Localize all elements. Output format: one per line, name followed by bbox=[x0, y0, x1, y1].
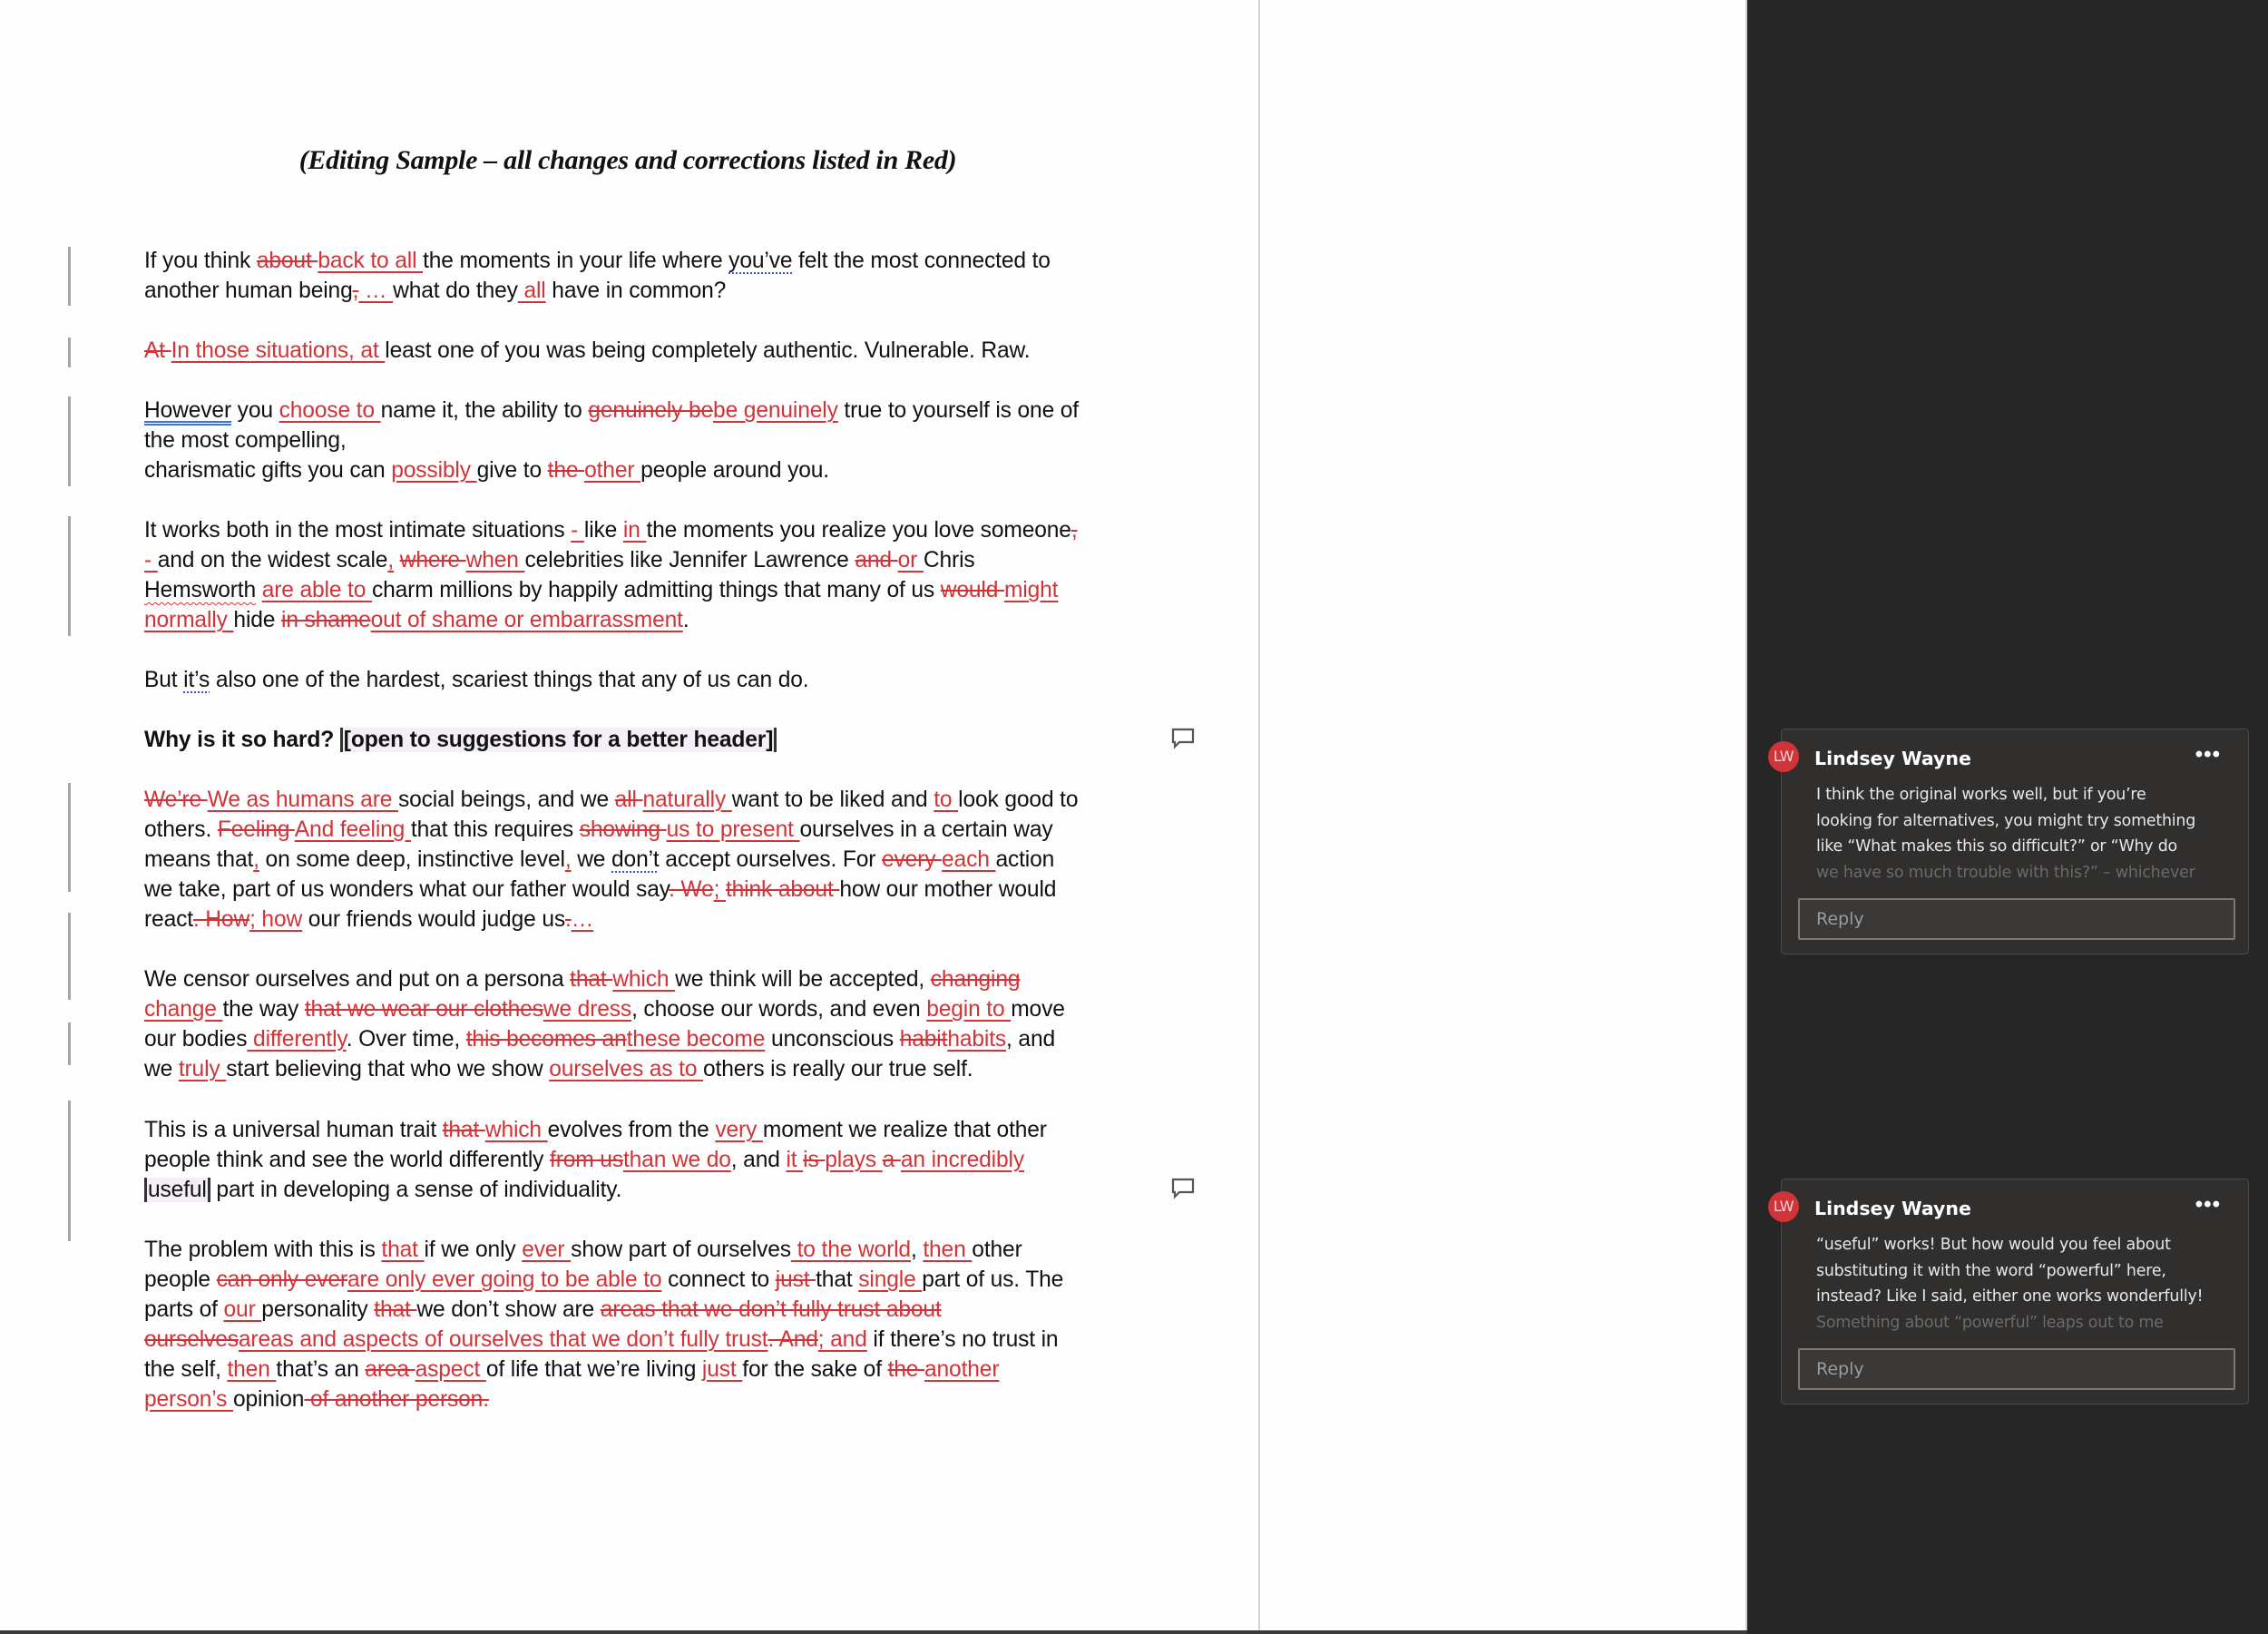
insertion: these become bbox=[626, 1027, 766, 1052]
text-run: also one of the hardest, scariest things that any of us can do. bbox=[210, 668, 809, 692]
deletion: is bbox=[803, 1148, 826, 1172]
insertion: each bbox=[942, 847, 996, 872]
insertion: be genuinely bbox=[713, 398, 838, 423]
insertion: it bbox=[786, 1148, 804, 1172]
text-run: But bbox=[144, 668, 184, 692]
insertion: other bbox=[584, 458, 641, 483]
change-bar bbox=[68, 1101, 71, 1241]
text-run: unconscious bbox=[765, 1027, 900, 1052]
insertion: then bbox=[227, 1357, 277, 1382]
insertion: , bbox=[387, 548, 395, 572]
text-run: celebrities like Jennifer Lawrence bbox=[524, 548, 855, 572]
text-line bbox=[144, 785, 1124, 815]
insertion: choose to bbox=[279, 398, 381, 423]
comment-line-truncated: we have so much trouble with this?” – whichever bbox=[1816, 863, 2195, 882]
text-run: we bbox=[571, 847, 612, 872]
deletion: that bbox=[374, 1297, 417, 1322]
text-line bbox=[144, 396, 1124, 426]
clarity-suggestion: However bbox=[144, 398, 231, 423]
text-run: react bbox=[144, 907, 193, 932]
text-run: what do they bbox=[393, 279, 518, 303]
text-run: social beings, and we bbox=[397, 788, 615, 812]
text-run: we bbox=[144, 1057, 179, 1081]
text-run: that this requires bbox=[410, 817, 580, 842]
text-line bbox=[144, 1145, 1124, 1175]
text-run: start believing that who we show bbox=[226, 1057, 550, 1081]
reply-input[interactable]: Reply bbox=[1798, 898, 2235, 940]
text-run: if there’s no trust in bbox=[866, 1327, 1059, 1352]
comment-text bbox=[1816, 1232, 2226, 1332]
text-line bbox=[144, 515, 1124, 545]
insertion: which bbox=[612, 967, 676, 992]
text-run bbox=[256, 578, 262, 602]
insertion: - bbox=[571, 518, 584, 543]
insertion: ever bbox=[522, 1238, 572, 1262]
text-run: give to bbox=[476, 458, 548, 483]
text-line bbox=[144, 994, 1124, 1024]
change-bar bbox=[68, 913, 71, 1000]
insertion: might bbox=[1003, 578, 1059, 602]
text-run: It works both in the most intimate situations bbox=[144, 518, 572, 543]
text-line bbox=[144, 1295, 1124, 1325]
change-bar bbox=[68, 783, 71, 892]
paragraph[interactable] bbox=[144, 336, 1124, 366]
text-line bbox=[144, 815, 1124, 845]
insertion: aspect bbox=[415, 1357, 486, 1382]
text-run: we don’t show are bbox=[416, 1297, 601, 1322]
insertion: possibly bbox=[391, 458, 477, 483]
paragraph[interactable] bbox=[144, 964, 1124, 1084]
text-line bbox=[144, 1384, 1124, 1414]
insertion: normally bbox=[144, 608, 234, 632]
deletion: that bbox=[570, 967, 613, 992]
text-run: for the sake of bbox=[742, 1357, 888, 1382]
deletion: areas that we don’t fully trust about bbox=[600, 1297, 942, 1322]
deletion: habit bbox=[899, 1027, 948, 1052]
text-line bbox=[144, 276, 1124, 306]
text-run: felt the most connected to bbox=[792, 249, 1051, 273]
insertion: then bbox=[923, 1238, 973, 1262]
comment-card[interactable] bbox=[1773, 1179, 2249, 1404]
insertion: ; how bbox=[249, 907, 303, 932]
insertion: that bbox=[381, 1238, 425, 1262]
text-run: that’s an bbox=[276, 1357, 366, 1382]
text-run: action bbox=[995, 847, 1055, 872]
text-run: if we only bbox=[424, 1238, 523, 1262]
text-run: our bodies bbox=[144, 1027, 248, 1052]
text-run: like bbox=[583, 518, 623, 543]
text-run: . Over time, bbox=[346, 1027, 466, 1052]
comment-line-truncated: Something about “powerful” leaps out to me bbox=[1816, 1313, 2164, 1332]
text-run: the way bbox=[222, 997, 305, 1022]
insertion: an incredibly bbox=[900, 1148, 1024, 1172]
deletion: from us bbox=[550, 1148, 623, 1172]
insertion: , bbox=[564, 847, 572, 872]
deletion: area bbox=[365, 1357, 415, 1382]
insertion: … bbox=[571, 907, 594, 932]
text-run: others. bbox=[144, 817, 218, 842]
text-line bbox=[144, 1235, 1124, 1265]
text-line bbox=[144, 875, 1124, 905]
deletion: a bbox=[882, 1148, 901, 1172]
text-run: means that bbox=[144, 847, 254, 872]
insertion: And feeling bbox=[294, 817, 411, 842]
text-run: other bbox=[972, 1238, 1022, 1262]
text-run: Chris bbox=[923, 548, 975, 572]
text-run: move bbox=[1011, 997, 1065, 1022]
deletion: At bbox=[144, 338, 171, 363]
deletion: . We bbox=[669, 877, 714, 902]
insertion: to the world bbox=[790, 1238, 911, 1262]
insertion: just bbox=[701, 1357, 743, 1382]
deletion: in shame bbox=[281, 608, 371, 632]
text-run: This is a universal human trait bbox=[144, 1118, 443, 1142]
text-run: our friends would judge us bbox=[302, 907, 565, 932]
paragraph[interactable] bbox=[144, 785, 1124, 934]
insertion: ; bbox=[713, 877, 726, 902]
text-line bbox=[144, 545, 1124, 575]
text-line bbox=[144, 605, 1124, 635]
deletion: We’re bbox=[144, 788, 208, 812]
deletion: the bbox=[547, 458, 585, 483]
page-divider bbox=[1258, 0, 1260, 1630]
change-bar bbox=[68, 247, 71, 306]
text-run: charm millions by happily admitting things that many of us bbox=[371, 578, 941, 602]
selected-comment-anchor[interactable]: useful bbox=[144, 1178, 210, 1202]
change-bar bbox=[68, 516, 71, 636]
paragraph[interactable] bbox=[144, 396, 1124, 485]
insertion: ; and bbox=[817, 1327, 867, 1352]
text-run: true to yourself is one of bbox=[837, 398, 1079, 423]
deletion: Feeling bbox=[217, 817, 295, 842]
insertion: us to present bbox=[666, 817, 800, 842]
text-run: want to be liked and bbox=[731, 788, 934, 812]
text-line bbox=[144, 1054, 1124, 1084]
more-options-button[interactable]: ••• bbox=[2195, 742, 2221, 767]
deletion: can only ever bbox=[216, 1267, 347, 1292]
insertion: than we do bbox=[622, 1148, 731, 1172]
text-line bbox=[144, 665, 1124, 695]
deletion: all bbox=[614, 788, 643, 812]
text-run: hide bbox=[233, 608, 282, 632]
insertion: or bbox=[897, 548, 924, 572]
insertion: in bbox=[622, 518, 647, 543]
text-line bbox=[144, 905, 1124, 934]
change-bar bbox=[68, 1022, 71, 1065]
insertion: very bbox=[715, 1118, 763, 1142]
comment-line: looking for alternatives, you might try something bbox=[1816, 811, 2196, 830]
insertion: habits bbox=[947, 1027, 1007, 1052]
comment-line: like “What makes this so difficult?” or “Why do bbox=[1816, 837, 2177, 856]
text-run: that bbox=[816, 1267, 859, 1292]
text-line bbox=[144, 725, 1124, 755]
text-line bbox=[144, 455, 1124, 485]
text-run: people bbox=[144, 1267, 217, 1292]
section-heading[interactable] bbox=[144, 725, 1124, 755]
text-run: part in developing a sense of individuality. bbox=[210, 1178, 622, 1202]
insertion: single bbox=[858, 1267, 923, 1292]
deletion: every bbox=[881, 847, 943, 872]
deletion: genuinely be bbox=[588, 398, 714, 423]
insertion: all bbox=[517, 279, 546, 303]
text-run: show part of ourselves bbox=[571, 1238, 791, 1262]
comment-bubble-icon[interactable] bbox=[1171, 728, 1195, 749]
insertion: … bbox=[358, 279, 394, 303]
deletion: the bbox=[887, 1357, 924, 1382]
text-run: another human being bbox=[144, 279, 353, 303]
text-run: connect to bbox=[661, 1267, 776, 1292]
text-line bbox=[144, 336, 1124, 366]
more-options-button[interactable]: ••• bbox=[2195, 1192, 2221, 1217]
insertion: change bbox=[144, 997, 223, 1022]
deletion: changing bbox=[930, 967, 1021, 992]
text-run: on some deep, instinctive level bbox=[259, 847, 565, 872]
document-title: (Editing Sample – all changes and corrections listed in Red) bbox=[298, 145, 957, 175]
deletion: that we wear our clothes bbox=[304, 997, 543, 1022]
avatar: LW bbox=[1768, 1191, 1799, 1222]
insertion: to bbox=[934, 788, 959, 812]
change-bar bbox=[68, 338, 71, 367]
comment-author: Lindsey Wayne bbox=[1814, 1198, 1971, 1219]
deletion: where bbox=[399, 548, 466, 572]
comment-bubble-icon[interactable] bbox=[1171, 1178, 1195, 1199]
paragraph[interactable] bbox=[144, 1235, 1124, 1414]
deletion: showing bbox=[579, 817, 667, 842]
text-line bbox=[144, 1024, 1124, 1054]
insertion: naturally bbox=[642, 788, 732, 812]
comment-line: I think the original works well, but if you’re bbox=[1816, 786, 2146, 804]
insertion: back to all bbox=[318, 249, 424, 273]
text-run: look good to bbox=[958, 788, 1079, 812]
insertion: another bbox=[924, 1357, 1000, 1382]
text-run bbox=[394, 548, 400, 572]
text-run: of life that we’re living bbox=[485, 1357, 702, 1382]
comment-line: “useful” works! But how would you feel about bbox=[1816, 1236, 2171, 1254]
comment-card[interactable] bbox=[1773, 729, 2249, 954]
text-line bbox=[144, 845, 1124, 875]
text-run: have in common? bbox=[545, 279, 727, 303]
text-run: we take, part of us wonders what our father would say bbox=[144, 877, 670, 902]
insertion: which bbox=[484, 1118, 548, 1142]
deletion: , bbox=[352, 279, 359, 303]
deletion: . And bbox=[767, 1327, 818, 1352]
insertion: , bbox=[253, 847, 259, 872]
text-run: Why is it so hard? bbox=[144, 728, 340, 752]
deletion: ourselves bbox=[144, 1327, 239, 1352]
deletion: . How bbox=[192, 907, 250, 932]
text-run: how our mother would bbox=[839, 877, 1057, 902]
insertion: person’s bbox=[144, 1387, 233, 1412]
paragraph[interactable] bbox=[144, 515, 1124, 635]
text-run: others is really our true self. bbox=[703, 1057, 973, 1081]
text-line bbox=[144, 246, 1124, 276]
text-run: name it, the ability to bbox=[380, 398, 589, 423]
text-run: evolves from the bbox=[547, 1118, 716, 1142]
deletion: would bbox=[940, 578, 1004, 602]
insertion: truly bbox=[178, 1057, 227, 1081]
text-run: part of us. The bbox=[922, 1267, 1064, 1292]
insertion: differently bbox=[247, 1027, 347, 1052]
insertion: In those situations, at bbox=[171, 338, 386, 363]
insertion: We as humans are bbox=[207, 788, 398, 812]
paragraph[interactable] bbox=[144, 246, 1124, 306]
bottom-edge bbox=[0, 1630, 1747, 1634]
comment-line: instead? Like I said, either one works wonderfully! bbox=[1816, 1287, 2204, 1306]
text-line bbox=[144, 1115, 1124, 1145]
text-run: the self, bbox=[144, 1357, 228, 1382]
insertion: areas and aspects of ourselves that we don’t fully trust bbox=[238, 1327, 768, 1352]
text-run: parts of bbox=[144, 1297, 224, 1322]
insertion: begin to bbox=[926, 997, 1012, 1022]
text-run: , and bbox=[730, 1148, 787, 1172]
text-run: moment we realize that other bbox=[762, 1118, 1047, 1142]
change-bar bbox=[68, 396, 71, 486]
deletion: , bbox=[1070, 518, 1078, 543]
text-run: we think will be accepted, bbox=[675, 967, 931, 992]
insertion: we dress bbox=[543, 997, 632, 1022]
avatar: LW bbox=[1768, 741, 1799, 772]
comment-line: substituting it with the word “powerful” here, bbox=[1816, 1261, 2166, 1280]
paragraph[interactable] bbox=[144, 1115, 1124, 1205]
deletion: this becomes an bbox=[465, 1027, 627, 1052]
text-line bbox=[144, 1355, 1124, 1384]
text-run: accept ourselves. For bbox=[659, 847, 882, 872]
comment-author: Lindsey Wayne bbox=[1814, 748, 1971, 769]
text-line bbox=[144, 1325, 1124, 1355]
text-run: charismatic gifts you can bbox=[144, 458, 392, 483]
text-run: If you think bbox=[144, 249, 257, 273]
text-run: people around you. bbox=[640, 458, 829, 483]
text-run: . bbox=[682, 608, 689, 632]
text-run: least one of you was being completely authentic. Vulnerable. Raw. bbox=[385, 338, 1031, 363]
text-run: the moments you realize you love someone bbox=[646, 518, 1071, 543]
text-run: the most compelling, bbox=[144, 428, 347, 453]
paragraph[interactable] bbox=[144, 665, 1124, 695]
selected-comment-anchor[interactable]: [open to suggestions for a better header] bbox=[340, 728, 777, 752]
text-run: ourselves in a certain way bbox=[799, 817, 1053, 842]
deletion: think about bbox=[725, 877, 840, 902]
grammar-suggestion: don’t bbox=[611, 847, 660, 872]
text-run: you bbox=[231, 398, 279, 423]
insertion: ourselves as to bbox=[549, 1057, 704, 1081]
text-run: The problem with this is bbox=[144, 1238, 382, 1262]
comment-text bbox=[1816, 782, 2226, 882]
insertion: when bbox=[465, 548, 525, 572]
insertion: out of shame or embarrassment bbox=[370, 608, 683, 632]
deletion: about bbox=[256, 249, 318, 273]
text-line bbox=[144, 575, 1124, 605]
deletion: . bbox=[565, 907, 572, 932]
reply-input[interactable]: Reply bbox=[1798, 1348, 2235, 1390]
insertion: plays bbox=[825, 1148, 883, 1172]
grammar-suggestion: it’s bbox=[183, 668, 210, 692]
text-run: and on the widest scale bbox=[157, 548, 388, 572]
grammar-suggestion: you’ve bbox=[728, 249, 793, 273]
insertion: - bbox=[144, 548, 158, 572]
text-run: opinion bbox=[233, 1387, 305, 1412]
text-run: We censor ourselves and put on a persona bbox=[144, 967, 571, 992]
text-run: , bbox=[910, 1238, 924, 1262]
text-run: , choose our words, and even bbox=[631, 997, 927, 1022]
deletion: that bbox=[442, 1118, 485, 1142]
text-line bbox=[144, 1265, 1124, 1295]
text-run: people think and see the world differently bbox=[144, 1148, 551, 1172]
insertion: are able to bbox=[261, 578, 372, 602]
deletion: and bbox=[855, 548, 898, 572]
deletion: just bbox=[775, 1267, 816, 1292]
text-run: personality bbox=[261, 1297, 375, 1322]
deletion: of another person. bbox=[304, 1387, 489, 1412]
text-line bbox=[144, 426, 1124, 455]
text-run: the moments in your life where bbox=[423, 249, 729, 273]
text-line bbox=[144, 1175, 1124, 1205]
insertion: our bbox=[223, 1297, 262, 1322]
insertion: are only ever going to be able to bbox=[347, 1267, 662, 1292]
text-line bbox=[144, 964, 1124, 994]
text-run: , and bbox=[1006, 1027, 1055, 1052]
spelling-flag: Hemsworth bbox=[144, 578, 257, 602]
